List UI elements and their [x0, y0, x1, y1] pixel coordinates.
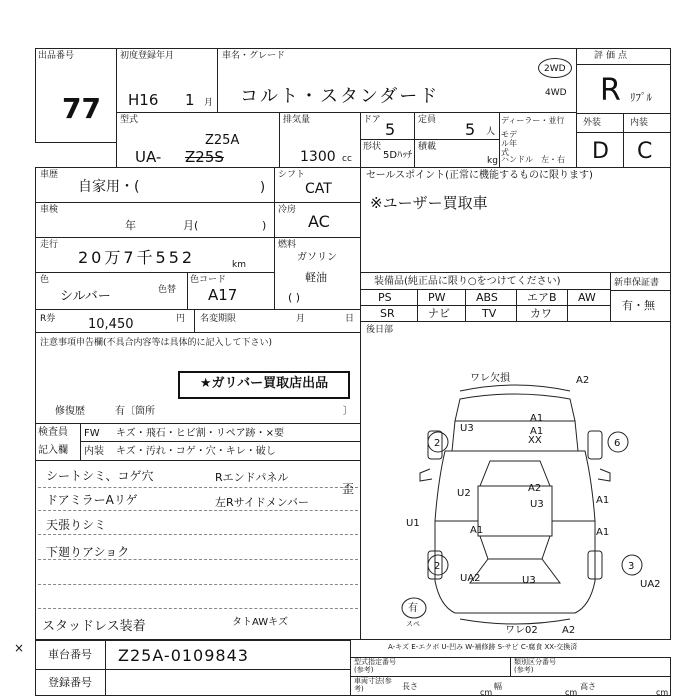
shape-value: 5Dﾊｯﾁ — [383, 150, 413, 161]
mark-a2-top: A2 — [576, 375, 590, 386]
history-label: 車歴 — [40, 170, 59, 180]
note-left-4: 下廻りアショク — [46, 545, 130, 559]
registration-label: 登録番号 — [48, 676, 92, 689]
studless-value: スタッドレス装着 — [42, 619, 146, 634]
note-right-1: Rエンドパネル — [215, 471, 289, 484]
recycle-value: 10,450 — [88, 317, 134, 332]
first-reg-month: 1 — [185, 91, 195, 109]
note-left-1: シートシミ、コゲ穴 — [46, 469, 154, 483]
mark-ua2-bottom: UA2 — [460, 573, 481, 584]
inspection-cell — [35, 202, 275, 238]
mark-a1-hood1: A1 — [530, 413, 544, 424]
mark-ua2-right: UA2 — [640, 579, 661, 590]
color-label: 色 — [40, 275, 50, 285]
recycle-label: R券 — [40, 314, 56, 324]
note-left-2: ドアミラーAリゲ — [46, 493, 138, 507]
recycle-unit: 円 — [176, 314, 186, 324]
entry-label: 記入欄 — [38, 445, 68, 456]
cooling-value: AC — [308, 212, 330, 231]
mark-circle-br: 3 — [628, 561, 635, 572]
capacity-label: 定員 — [418, 115, 437, 125]
mark-a1-left: A1 — [470, 525, 484, 536]
first-reg-month-unit: 月 — [204, 98, 214, 108]
model-new: Z25A — [205, 133, 240, 148]
displacement-unit: cc — [342, 154, 352, 164]
equip-col-3 — [516, 289, 517, 322]
load-label: 積載 — [418, 142, 437, 152]
shift-value: CAT — [305, 181, 332, 197]
repair-close: 〕 — [343, 406, 353, 417]
mark-a1-right: A1 — [596, 495, 610, 506]
length-unit: cm — [480, 688, 493, 697]
size-cell — [350, 676, 671, 696]
equip-divider-2 — [360, 305, 611, 306]
history-close: ) — [260, 180, 266, 195]
sales-point-label: セールスポイント(正常に機能するものに限ります) — [366, 170, 593, 181]
rating-suffix: ﾘﾌﾟﾙ — [630, 91, 652, 104]
displacement-label: 排気量 — [283, 115, 311, 125]
inspector-row-divider — [80, 441, 361, 442]
history-value: 自家用・( — [78, 179, 140, 195]
deadline-month: 月 — [296, 314, 306, 324]
load-unit: kg — [487, 156, 498, 166]
mark-circle-tr: 6 — [614, 438, 621, 449]
car-damage-diagram — [360, 321, 671, 640]
interior-value: C — [637, 139, 653, 164]
cooling-label: 冷房 — [278, 205, 297, 215]
inspector-label: 検査員 — [38, 427, 68, 438]
notes-line-5 — [38, 584, 358, 585]
mark-spare-sub: スペ — [406, 620, 420, 628]
equip-pw: PW — [428, 291, 446, 304]
equip-col-4 — [567, 289, 568, 322]
fw-label: FW — [84, 428, 100, 439]
notes-line-4 — [38, 559, 358, 560]
legend-text: A-キズ E-エクボ U-凹み W-補修跡 S-サビ C-腐食 XX-交換済 — [388, 643, 578, 651]
history-cell — [35, 167, 275, 203]
displacement-value: 1300 — [300, 149, 336, 165]
mark-circle-tl: 2 — [434, 438, 441, 449]
lot-number: 77 — [62, 92, 101, 125]
notes-line-3 — [38, 534, 358, 535]
equip-leather: カワ — [530, 307, 552, 320]
equip-sr: SR — [380, 307, 395, 320]
equip-aw: AW — [578, 291, 596, 304]
inspector-divider — [80, 423, 81, 461]
exterior-label: 外装 — [583, 118, 602, 128]
repair-value: 有〔箇所 — [115, 406, 155, 417]
mark-spare: 有 — [408, 603, 418, 614]
fw-items: キズ・飛石・ヒビ割・リペア跡・×要 — [116, 428, 284, 439]
chassis-value: Z25A-0109843 — [118, 646, 249, 665]
warranty-divider — [610, 290, 671, 291]
equipment-label: 装備品(純正品に限り○をつけてください) — [374, 276, 561, 287]
deadline-day: 日 — [345, 314, 355, 324]
sales-point-cell — [360, 167, 671, 273]
mark-circle-bl: 2 — [434, 561, 441, 572]
equip-abs: ABS — [476, 291, 498, 304]
grade-divider — [576, 132, 671, 133]
model-prefix: UA- — [135, 148, 162, 166]
note-left-3: 天張りシミ — [46, 518, 107, 532]
color-code-value: A17 — [208, 286, 238, 304]
drive-2wd: 2WD — [544, 64, 566, 74]
car-name-label: 車名・グレード — [222, 51, 286, 61]
equip-ps: PS — [378, 291, 392, 304]
notes-line-6 — [38, 608, 358, 609]
rating-value: R — [600, 73, 621, 108]
height-label: 高さ — [580, 682, 596, 691]
doors-value: 5 — [385, 120, 396, 139]
notes-line-1 — [38, 487, 358, 488]
first-reg-year: H16 — [128, 91, 159, 109]
shift-label: シフト — [278, 170, 306, 180]
handle-value: 左・右 — [541, 155, 565, 164]
interior-label: 内装 — [630, 118, 649, 128]
mileage-value: 20万7千552 — [78, 248, 196, 267]
diagram-label: 後日部 — [366, 325, 394, 335]
mark-a2-center: A2 — [528, 483, 542, 494]
color-divider — [187, 272, 188, 310]
interior-items: キズ・汚れ・コゲ・穴・キレ・破し — [116, 446, 276, 457]
fuel-other: ( ) — [288, 291, 301, 304]
sales-point-value: ※ユーザー買取車 — [370, 194, 488, 212]
handle-label: ハンドル — [501, 155, 533, 164]
rating-divider — [576, 64, 671, 65]
mark-u3-fl: U3 — [460, 423, 474, 434]
color-change-label: 色替 — [158, 285, 177, 295]
mark-a1-center: A1 — [596, 527, 610, 538]
inspection-label: 車検 — [40, 205, 59, 215]
inspection-close: ) — [262, 219, 267, 232]
equip-col-2 — [465, 289, 466, 322]
class-label: 類別区分番号(参考) — [514, 658, 556, 674]
mark-bottom-crack: ワレ02 — [505, 625, 538, 636]
equip-divider-1 — [360, 289, 611, 290]
width-unit: cm — [565, 688, 578, 697]
model-label: 型式 — [120, 115, 139, 125]
mark-xx-hood: XX — [528, 435, 542, 446]
repair-label: 修復歴 — [55, 406, 85, 417]
inspection-month: 月( — [183, 219, 199, 232]
warranty-value: 有・無 — [622, 299, 655, 312]
capacity-value: 5 — [465, 120, 476, 139]
mark-u3-center: U3 — [530, 499, 544, 510]
equip-airbag: エアB — [527, 291, 557, 304]
studless-extra: タトAWキズ — [232, 617, 288, 628]
mark-u1-left: U1 — [406, 518, 420, 529]
corner-mark: × — [14, 641, 25, 655]
width-label: 幅 — [494, 682, 502, 691]
note-right-2: 左Rサイドメンバー — [215, 496, 309, 509]
deadline-label: 名変期限 — [200, 314, 237, 324]
mileage-unit: km — [232, 260, 246, 270]
model-year-label: モデル年式 — [501, 130, 517, 157]
equip-navi: ナビ — [428, 307, 450, 320]
mark-u3-bottom: U3 — [522, 575, 536, 586]
dealer-label: ディーラー・並行 — [501, 116, 565, 125]
notes-line-2 — [38, 510, 358, 511]
length-label: 長さ — [402, 682, 418, 691]
rating-label: 評価点 — [594, 51, 631, 61]
lot-label: 出品番号 — [38, 51, 75, 61]
exterior-value: D — [592, 139, 609, 164]
mark-u2-left: U2 — [457, 488, 471, 499]
mark-a1-hood2: A1 — [530, 426, 544, 437]
model-old: Z25S — [185, 148, 224, 166]
color-value: シルバー — [60, 289, 111, 304]
first-reg-label: 初度登録年月 — [120, 51, 175, 61]
fuel-label: 燃料 — [278, 240, 297, 250]
warranty-label: 新車保証書 — [614, 278, 660, 288]
notice-label: 注意事項申告欄(不具合内容等は具体的に記入して下さい) — [40, 338, 273, 348]
mileage-label: 走行 — [40, 240, 59, 250]
color-code-label: 色コード — [190, 275, 227, 285]
doors-label: ドア — [363, 115, 381, 125]
inspection-year: 年 — [125, 219, 136, 232]
mark-top: ワレ欠損 — [470, 373, 510, 384]
drive-4wd: 4WD — [545, 88, 567, 98]
height-unit: cm — [656, 688, 669, 697]
equip-tv: TV — [482, 307, 497, 320]
note-right-mark: 歪 — [342, 482, 355, 496]
shape-label: 形状 — [363, 142, 382, 152]
capacity-unit: 人 — [486, 127, 496, 137]
mark-bottom-a2: A2 — [562, 625, 576, 636]
car-name-value: コルト・スタンダード — [240, 86, 440, 107]
fuel-gasoline: ガソリン — [297, 252, 337, 263]
chassis-label: 車台番号 — [48, 648, 92, 661]
type-cert-label: 型式指定番号(参考) — [354, 658, 396, 674]
fuel-diesel: 軽油 — [305, 271, 327, 284]
dealer-stamp: ★ガリバー買取店出品 — [178, 371, 350, 399]
size-label: 車両寸法(参考) — [354, 677, 392, 693]
equip-col-1 — [417, 289, 418, 322]
interior-label-ins: 内装 — [84, 446, 104, 457]
